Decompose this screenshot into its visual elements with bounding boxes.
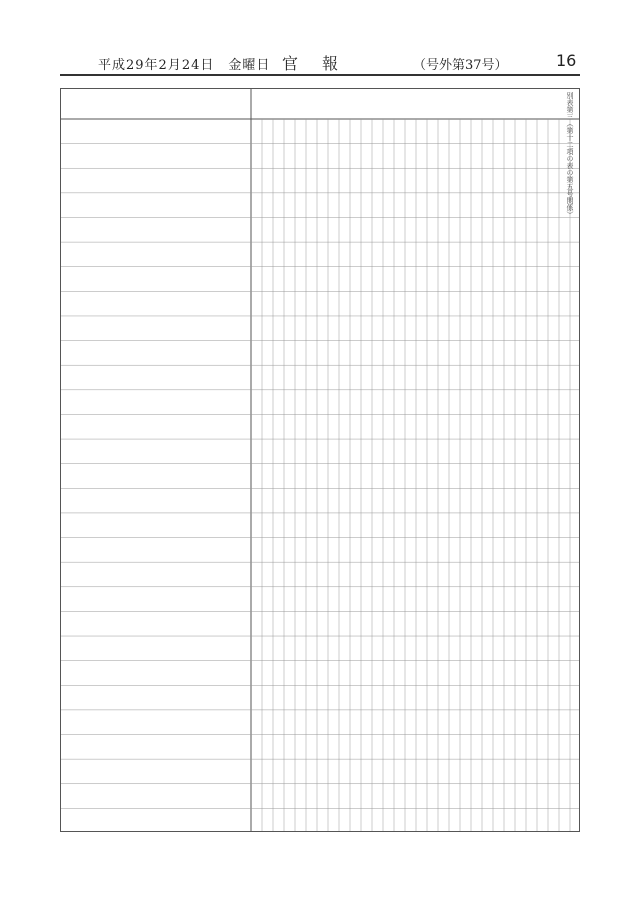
publication-title: 官 報 [282,54,343,73]
page-header [0,0,630,73]
page-number: 16 [556,51,577,70]
table-intro: 別表第三（第十二項の表の第五号関係） [566,92,574,218]
header-rule [60,74,580,76]
issue-date: 平成29年2月24日 金曜日 [98,58,271,73]
table-grid [61,89,580,832]
issue-number: （号外第37号） [413,58,508,73]
schedule-table [60,88,580,832]
